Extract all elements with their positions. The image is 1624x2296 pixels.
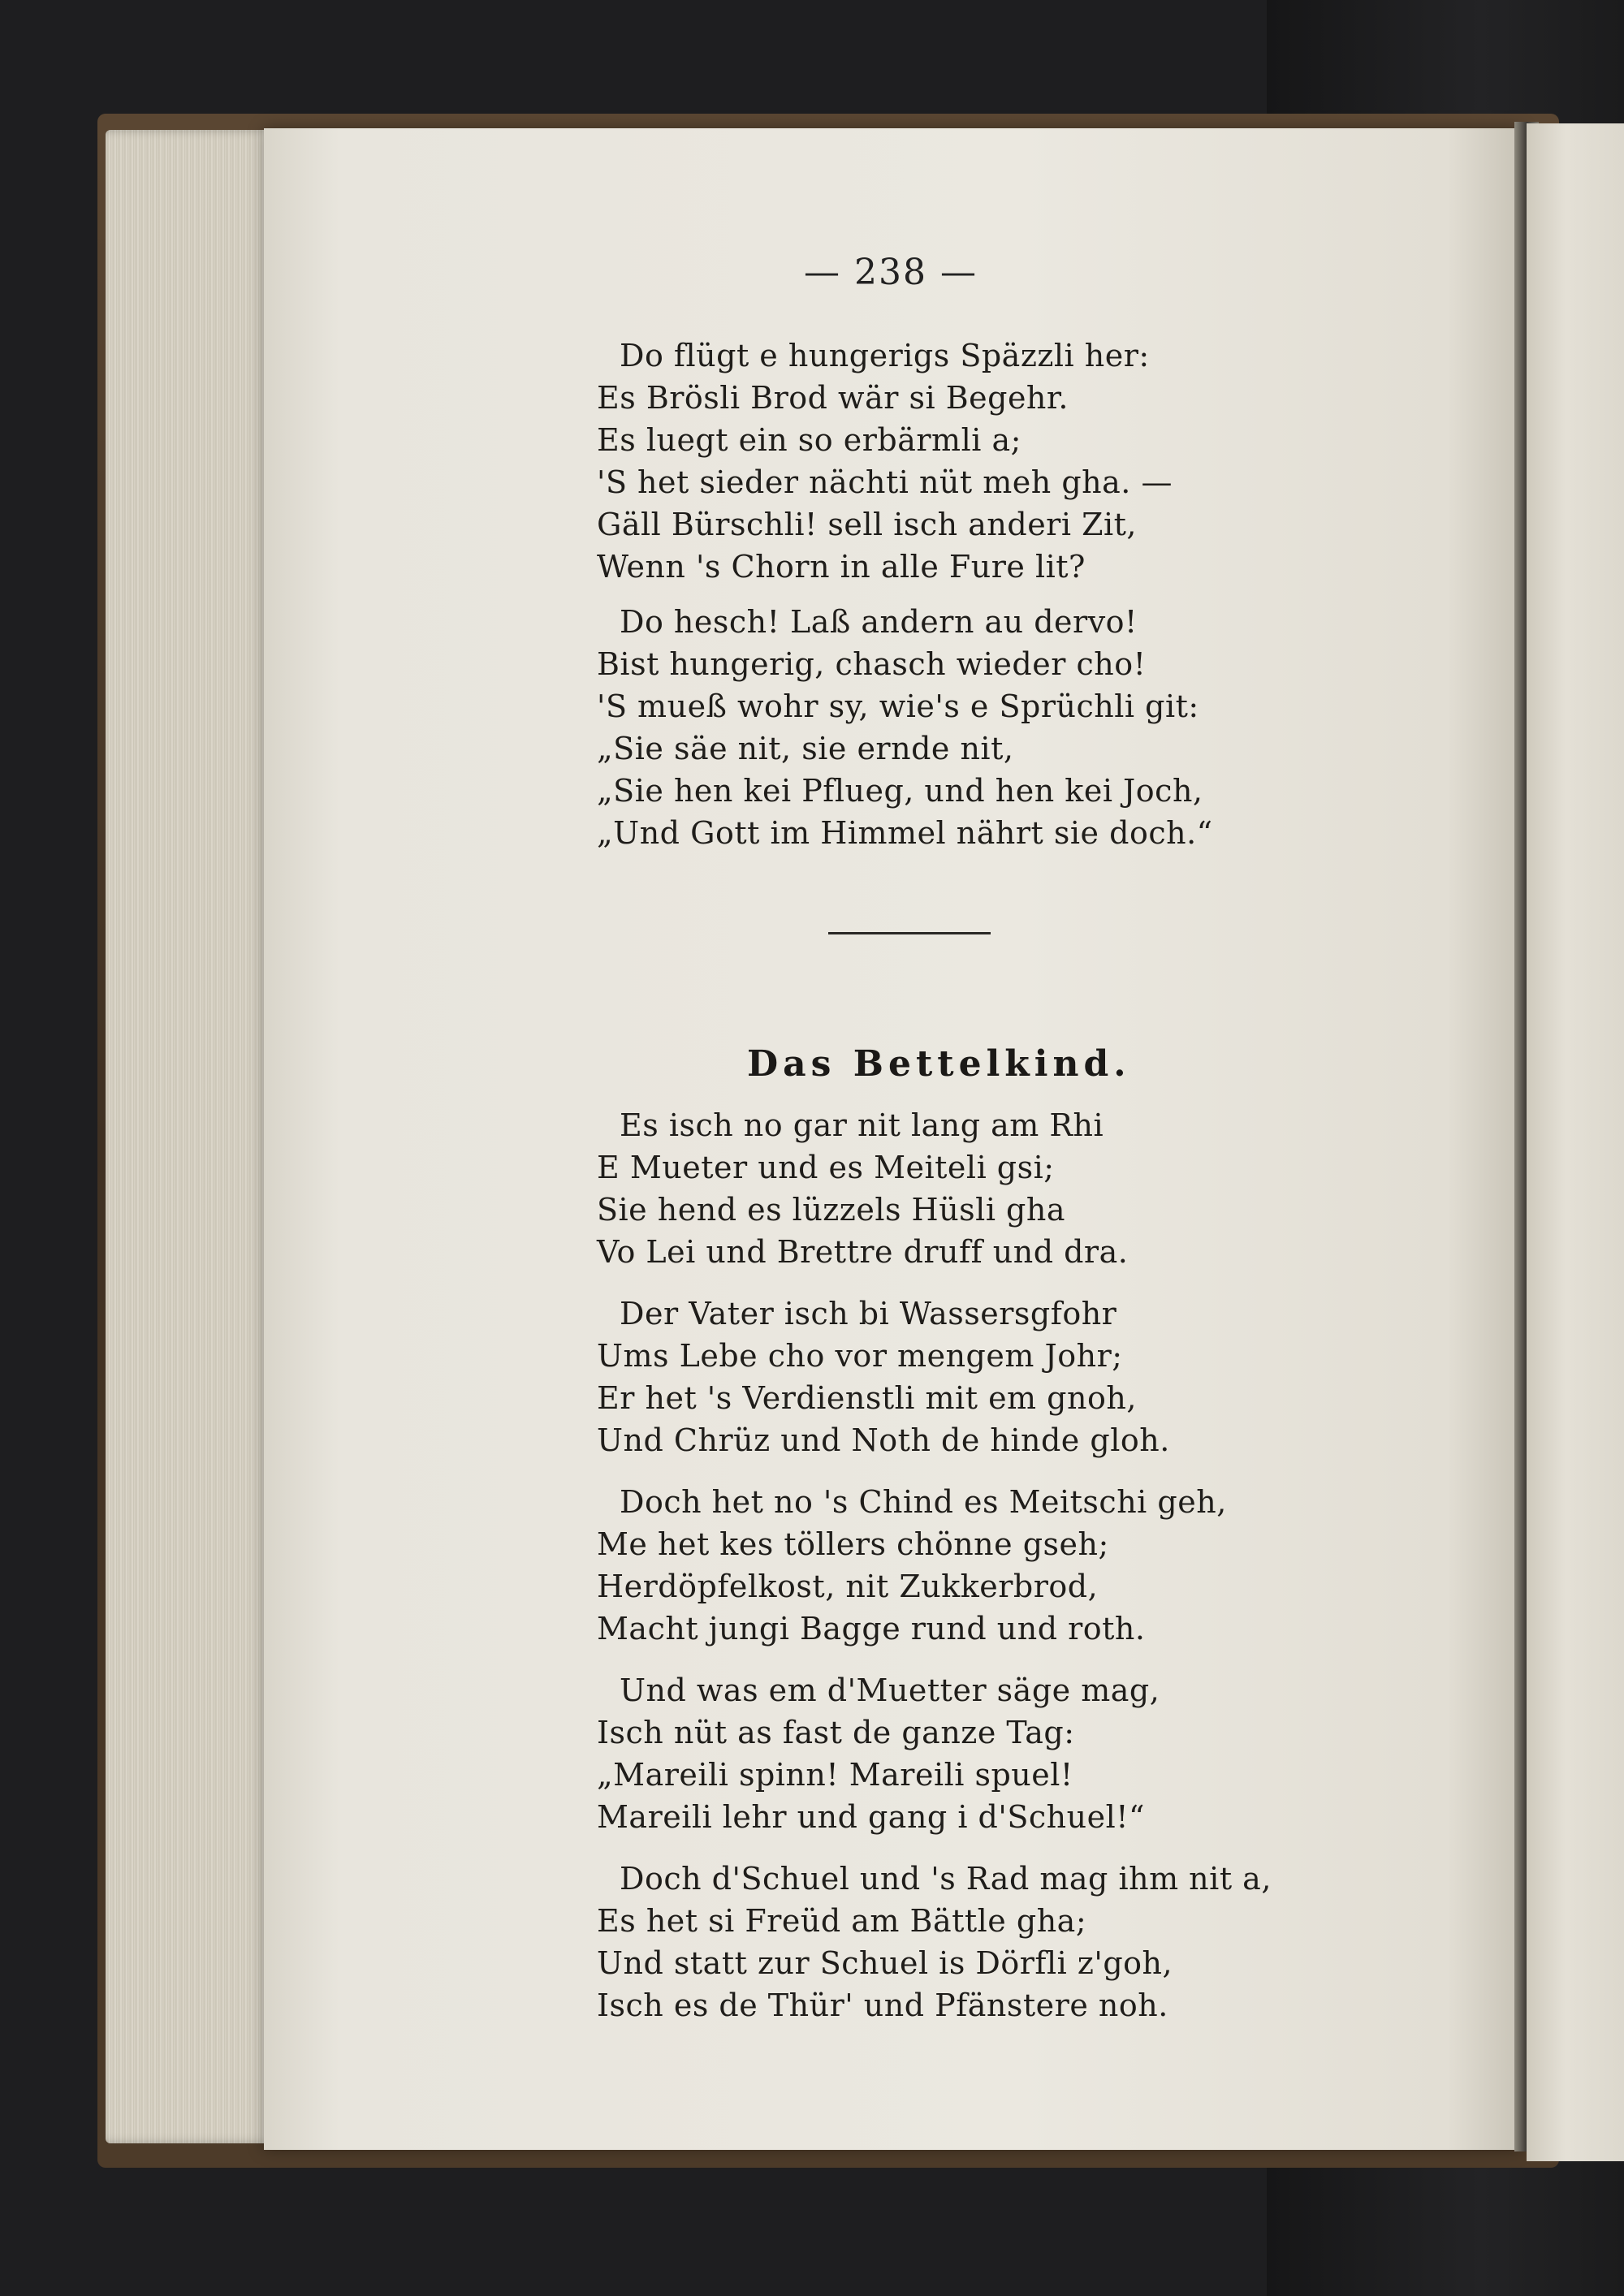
page-number: — 238 — [804, 252, 978, 293]
verse-line: Doch d'Schuel und 's Rad mag ihm nit a, [620, 1861, 1272, 1897]
verse-line: Bist hungerig, chasch wieder cho! [597, 646, 1147, 682]
verse-line: Sie hend es lüzzels Hüsli gha [597, 1192, 1066, 1228]
right-page-edge [1527, 123, 1624, 2161]
verse-line: Und Chrüz und Noth de hinde gloh. [597, 1422, 1170, 1458]
verse-line: Und statt zur Schuel is Dörfli z'goh, [597, 1945, 1173, 1981]
poem1-stanza-1 [597, 334, 1328, 588]
verse-line: „Sie säe nit, sie ernde nit, [597, 731, 1014, 766]
verse-line: Do flügt e hungerigs Späzzli her: [620, 338, 1150, 373]
verse-line: Mareili lehr und gang i d'Schuel!“ [597, 1799, 1145, 1835]
verse-line: Isch nüt as fast de ganze Tag: [597, 1715, 1075, 1750]
verse-line: Me het kes töllers chönne gseh; [597, 1526, 1109, 1562]
verse-line: Doch het no 's Chind es Meitschi geh, [620, 1484, 1227, 1520]
verse-line: Gäll Bürschli! sell isch anderi Zit, [597, 507, 1137, 542]
poem-title: Das Bettelkind. [747, 1043, 1131, 1085]
verse-line: Und was em d'Muetter säge mag, [620, 1672, 1160, 1708]
poem2-stanza-4 [597, 1669, 1328, 1838]
verse-line: Wenn 's Chorn in alle Fure lit? [597, 549, 1086, 585]
verse-line: 'S mueß wohr sy, wie's e Sprüchli git: [597, 688, 1199, 724]
verse-line: Macht jungi Bagge rund und roth. [597, 1611, 1146, 1646]
verse-line: Es Brösli Brod wär si Begehr. [597, 380, 1069, 416]
verse-line: Isch es de Thür' und Pfänstere noh. [597, 1987, 1168, 2023]
section-divider [828, 932, 991, 934]
verse-line: Ums Lebe cho vor mengem Johr; [597, 1338, 1123, 1374]
verse-line: E Mueter und es Meiteli gsi; [597, 1150, 1055, 1185]
verse-line: Es het si Freüd am Bättle gha; [597, 1903, 1087, 1939]
verse-line: „Und Gott im Himmel nährt sie doch.“ [597, 815, 1213, 851]
page-edges [106, 130, 284, 2143]
poem2-stanza-5 [597, 1858, 1328, 2026]
verse-line: Vo Lei und Brettre druff und dra. [597, 1234, 1129, 1270]
verse-line: Er het 's Verdienstli mit em gnoh, [597, 1380, 1137, 1416]
verse-line: Do hesch! Laß andern au dervo! [620, 604, 1138, 640]
verse-line: „Sie hen kei Pflueg, und hen kei Joch, [597, 773, 1203, 809]
poem2-stanza-3 [597, 1481, 1328, 1650]
verse-line: Es luegt ein so erbärmli a; [597, 422, 1021, 458]
verse-line: „Mareili spinn! Mareili spuel! [597, 1757, 1073, 1793]
verse-line: Es isch no gar nit lang am Rhi [620, 1107, 1104, 1143]
verse-line: Der Vater isch bi Wassersgfohr [620, 1296, 1117, 1331]
verse-line: 'S het sieder nächti nüt meh gha. — [597, 464, 1173, 500]
poem1-stanza-2 [597, 601, 1328, 854]
poem2-stanza-1 [597, 1104, 1328, 1273]
poem2-stanza-2 [597, 1293, 1328, 1461]
verse-line: Herdöpfelkost, nit Zukkerbrod, [597, 1569, 1099, 1604]
